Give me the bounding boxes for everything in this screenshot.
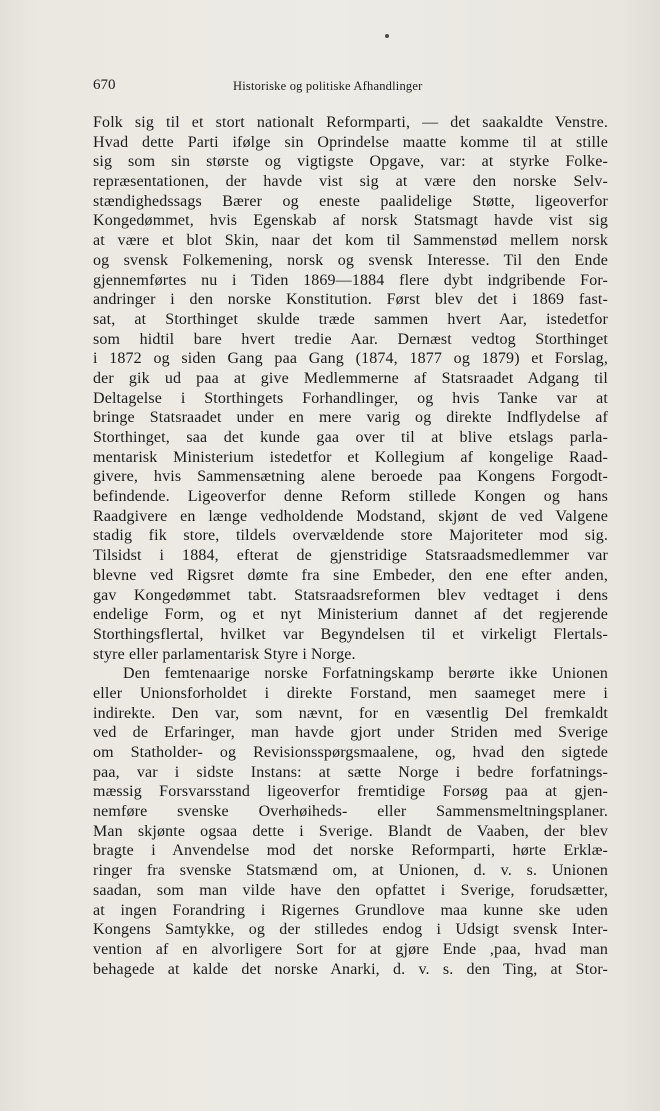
text-line: givere, hvis Sammensætning alene beroede paa Kongens Forgodt- xyxy=(93,468,608,486)
text-line: behagede at kalde det norske Anarki, d. v. s. den Ting, at Stor- xyxy=(93,960,608,978)
text-line: mæssig Forsvarsstand ligeoverfor fremtidige Forsøg paa at gjen- xyxy=(93,783,608,801)
text-line: gjennemførtes nu i Tiden 1869—1884 flere dybt indgribende For- xyxy=(93,271,608,289)
text-line: som hidtil bare hvert tredie Aar. Dernæst vedtog Storthinget xyxy=(93,330,608,348)
body-text xyxy=(93,113,608,979)
text-line: andringer i den norske Konstitution. Først blev det i 1869 fast- xyxy=(93,291,608,309)
text-line: Hvad dette Parti ifølge sin Oprindelse maatte komme til at stille xyxy=(93,133,608,151)
text-line: i 1872 og siden Gang paa Gang (1874, 1877 og 1879) et Forslag, xyxy=(93,350,608,368)
text-line: gav Kongedømmet tabt. Statsraadsreformen blev vedtaget i dens xyxy=(93,586,608,604)
text-line: saadan, som man vilde have den opfattet i Sverige, forudsætter, xyxy=(93,881,608,899)
text-line: Kongedømmet, hvis Egenskab af norsk Statsmagt havde vist sig xyxy=(93,212,608,230)
text-line: bragte i Anvendelse mod det norske Reformparti, hørte Erklæ- xyxy=(93,842,608,860)
text-line: Folk sig til et stort nationalt Reformparti, — det saakaldte Venstre. xyxy=(93,114,608,131)
running-title: Historiske og politiske Afhandlinger xyxy=(233,79,423,93)
text-line: befindende. Ligeoverfor denne Reform stillede Kongen og hans xyxy=(93,488,608,506)
text-line: repræsentationen, der havde vist sig at være den norske Selv- xyxy=(93,173,608,191)
ink-speck xyxy=(385,34,389,38)
text-line: indirekte. Den var, som nævnt, for en væsentlig Del fremkaldt xyxy=(93,704,608,722)
text-line: blevne ved Rigsret dømte fra sine Embeder, den ene efter anden, xyxy=(93,566,608,584)
page-header xyxy=(93,77,608,99)
text-line: at være et blot Skin, naar det kom til Sammenstød mellem norsk xyxy=(93,232,608,250)
text-line: nemføre svenske Overhøiheds- eller Sammensmeltningsplaner. xyxy=(93,803,608,821)
text-line: der gik ud paa at give Medlemmerne af Statsraadet Adgang til xyxy=(93,369,608,387)
text-line: om Statholder- og Revisionsspørgsmaalene, og, hvad den sigtede xyxy=(93,744,608,761)
text-line: at ingen Forandring i Rigernes Grundlove maa kunne ske uden xyxy=(93,901,608,919)
text-line: ved de Erfaringer, man havde gjort under Striden med Sverige xyxy=(93,724,608,742)
text-line: Raadgivere en længe vedholdende Modstand, skjønt de ved Valgene xyxy=(93,507,608,525)
text-line: eller Unionsforholdet i direkte Forstand, men saameget mere i xyxy=(93,684,608,702)
text-line: styre eller parlamentarisk Styre i Norge. xyxy=(93,645,356,663)
text-line: stændighedssags Bærer og eneste paalidelige Støtte, ligeoverfor xyxy=(93,192,608,210)
text-line: ringer fra svenske Statsmænd om, at Unionen, d. v. s. Unionen xyxy=(93,862,608,880)
text-line: endelige Form, og et nyt Ministerium dannet af det regjerende xyxy=(93,606,608,624)
text-line: vention af en alvorligere Sort for at gjøre Ende ,paa, hvad man xyxy=(93,940,608,958)
text-line: Den femtenaarige norske Forfatningskamp berørte ikke Unionen xyxy=(123,665,608,683)
text-line: bringe Statsraadet under en mere varig og direkte Indflydelse af xyxy=(93,409,608,427)
text-line: Deltagelse i Storthingets Forhandlinger, og hvis Tanke var at xyxy=(93,389,608,407)
text-line: paa, var i sidste Instans: at sætte Norge i bedre forfatnings- xyxy=(93,763,608,781)
text-line: mentarisk Ministerium istedetfor et Kollegium af kongelige Raad- xyxy=(93,448,608,466)
text-line: Kongens Samtykke, og der stilledes endog i Udsigt svensk Inter- xyxy=(93,921,608,939)
text-line: sat, at Storthinget skulde træde sammen hvert Aar, istedetfor xyxy=(93,310,608,328)
text-line: Tilsidst i 1884, efterat de gjenstridige Statsraadsmedlemmer var xyxy=(93,547,608,565)
text-line: og svensk Folkemening, norsk og svensk Interesse. Til den Ende xyxy=(93,251,608,269)
text-line: Storthinget, saa det kunde gaa over til at blive etslags parla- xyxy=(93,429,608,446)
text-line: stadig fik store, tildels overvældende store Majoriteter mod sig. xyxy=(93,527,608,545)
page-number: 670 xyxy=(93,77,116,93)
text-line: Storthingsflertal, hvilket var Begyndelsen til et virkeligt Flertals- xyxy=(93,625,608,643)
text-line: sig som sin største og vigtigste Opgave, var: at styrke Folke- xyxy=(93,153,608,171)
text-line: Man skjønte ogsaa dette i Sverige. Blandt de Vaaben, der blev xyxy=(93,822,608,840)
